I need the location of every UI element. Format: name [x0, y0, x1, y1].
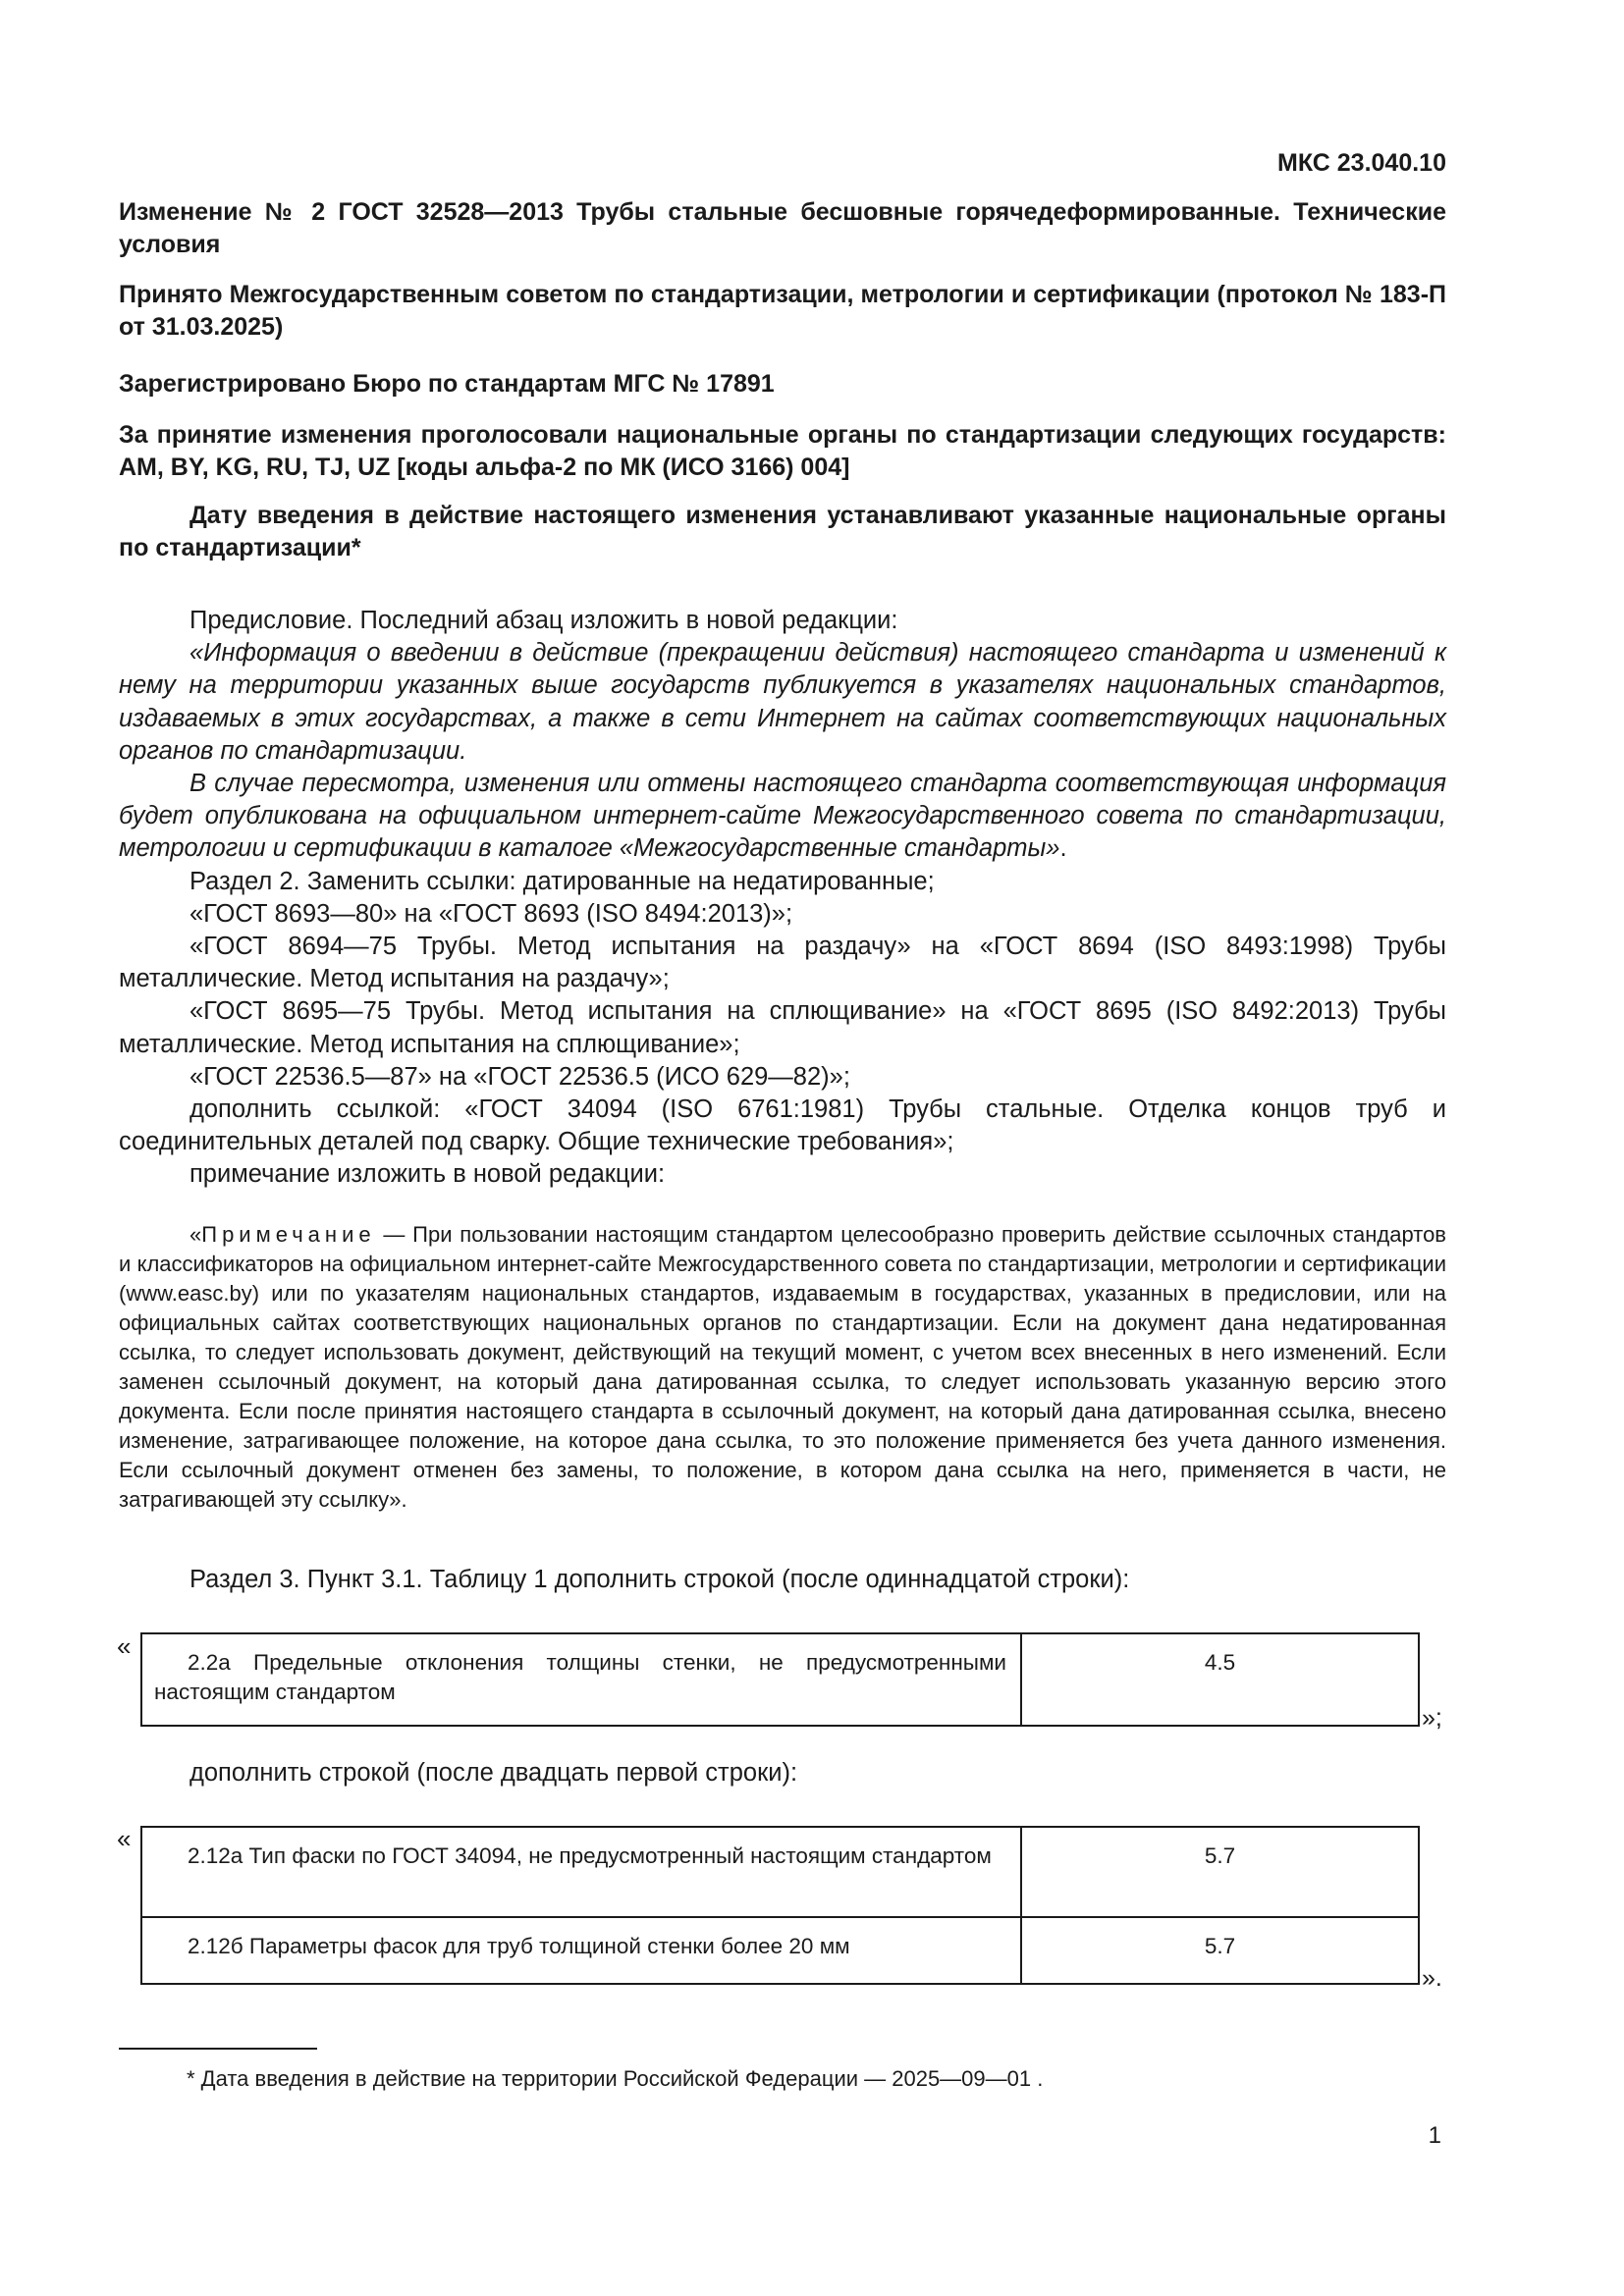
table-2-open-quote: «: [117, 1824, 132, 1853]
section-3-instruction: Раздел 3. Пункт 3.1. Таблицу 1 дополнить строкой (после одиннадцатой строки):: [189, 1566, 1130, 1593]
preface-paragraph-2: В случае пересмотра, изменения или отмены настоящего стандарта соответствующая информация будет опубликована на официальном интернет-сайте Межгосударственного совета по стандартизации, метрологии и сертификации в каталоге «Межгосударственные стандарты».: [119, 770, 1446, 863]
table-row: [141, 1633, 1419, 1726]
reference-replacement-3: «ГОСТ 8695—75 Трубы. Метод испытания на сплющивание» на «ГОСТ 8695 (ISO 8492:2013) Трубы металлические. Метод испытания на сплющивание»;: [119, 997, 1446, 1058]
footnote-divider: [119, 2048, 317, 2050]
table-2-close-quote: ».: [1422, 1964, 1442, 1992]
reference-replacement-1: «ГОСТ 8693—80» на «ГОСТ 8693 (ISO 8494:2013)»;: [189, 899, 793, 928]
adopted-statement: Принято Межгосударственным советом по стандартизации, метрологии и сертификации (протокол № 183-П от 31.03.2025): [119, 281, 1446, 341]
effective-date-statement: Дату введения в действие настоящего изменения устанавливают указанные национальные органы по стандартизации*: [119, 502, 1446, 561]
reference-addition: дополнить ссылкой: «ГОСТ 34094 (ISO 6761:1981) Трубы стальные. Отделка концов труб и соединительных деталей под сварку. Общие технические требования»;: [119, 1095, 1446, 1156]
table-cell-ref: 4.5: [1021, 1633, 1419, 1726]
section-2-instruction: Раздел 2. Заменить ссылки: датированные на недатированные;: [189, 867, 935, 895]
table-1-close-quote: »;: [1422, 1704, 1442, 1732]
note-paragraph: «Примечание — При пользовании настоящим стандартом целесообразно проверить действие ссылочных стандартов и классификаторов на официальном интернет-сайте Межгосударственного совета по стандартизации, метрологии и сертификации (www.easc.by) или по указателям национальных стандартов, издаваемым в государствах, указанных в предисловии, или на официальных сайтах соответствующих национальных органов по стандартизации. Если на документ дана недатированная ссылка, то следует использовать документ, действующий на текущий момент, с учетом всех внесенных в него изменений. Если заменен ссылочный документ, на который дана датированная ссылка, то следует использовать указанную версию этого документа. Если после принятия настоящего стандарта в ссылочный документ, на который дана датированная ссылка, внесено изменение, затрагивающее положение, на которое дана ссылка, то это положение применяется без учета данного изменения. Если ссылочный документ отменен без замены, то положение, в котором дана ссылка на него, применяется в части, не затрагивающей эту ссылку».: [119, 1222, 1446, 1512]
table-cell-text: 2.12а Тип фаски по ГОСТ 34094, не предусмотренный настоящим стандартом: [141, 1827, 1021, 1917]
reference-replacement-2: «ГОСТ 8694—75 Трубы. Метод испытания на раздачу» на «ГОСТ 8694 (ISO 8493:1998) Трубы металлические. Метод испытания на раздачу»;: [119, 933, 1446, 993]
preface-instruction: Предисловие. Последний абзац изложить в новой редакции:: [189, 607, 898, 634]
table-cell-text: 2.2а Предельные отклонения толщины стенки, не предусмотренными настоящим стандартом: [141, 1633, 1021, 1726]
note-label: Примечание: [201, 1222, 376, 1247]
footnote: * Дата введения в действие на территории Российской Федерации — 2025—09—01 .: [187, 2066, 1044, 2091]
table-2-instruction: дополнить строкой (после двадцать первой строки):: [189, 1759, 798, 1787]
table-row: [141, 1827, 1419, 1917]
table-1-open-quote: «: [117, 1631, 132, 1661]
table-1-addition: [140, 1632, 1420, 1727]
table-cell-ref: 5.7: [1021, 1827, 1419, 1917]
amendment-title: Изменение № 2 ГОСТ 32528—2013 Трубы стальные бесшовные горячедеформированные. Технические условия: [119, 198, 1446, 258]
table-cell-ref: 5.7: [1021, 1917, 1419, 1984]
table-2-addition: [140, 1826, 1420, 1985]
reference-replacement-4: «ГОСТ 22536.5—87» на «ГОСТ 22536.5 (ИСО 629—82)»;: [189, 1062, 850, 1091]
voting-statement: За принятие изменения проголосовали национальные органы по стандартизации следующих государств: AM, BY, KG, RU, TJ, UZ [коды альфа-2 по МК (ИСО 3166) 004]: [119, 421, 1446, 481]
amendment-body: [119, 605, 1446, 1192]
preface-paragraph-1: «Информация о введении в действие (прекращении действия) настоящего стандарта и изменений к нему на территории указанных выше государств публикуется в указателях национальных стандартов, издаваемых в этих государствах, а также в сети Интернет на сайтах соответствующих национальных органов по стандартизации.: [119, 639, 1446, 765]
note-instruction: примечание изложить в новой редакции:: [189, 1160, 666, 1189]
page-number: 1: [1428, 2122, 1441, 2149]
table-row: [141, 1917, 1419, 1984]
classification-code: МКС 23.040.10: [1277, 149, 1446, 177]
table-cell-text: 2.12б Параметры фасок для труб толщиной стенки более 20 мм: [141, 1917, 1021, 1984]
registration-statement: Зарегистрировано Бюро по стандартам МГС № 17891: [119, 370, 775, 398]
